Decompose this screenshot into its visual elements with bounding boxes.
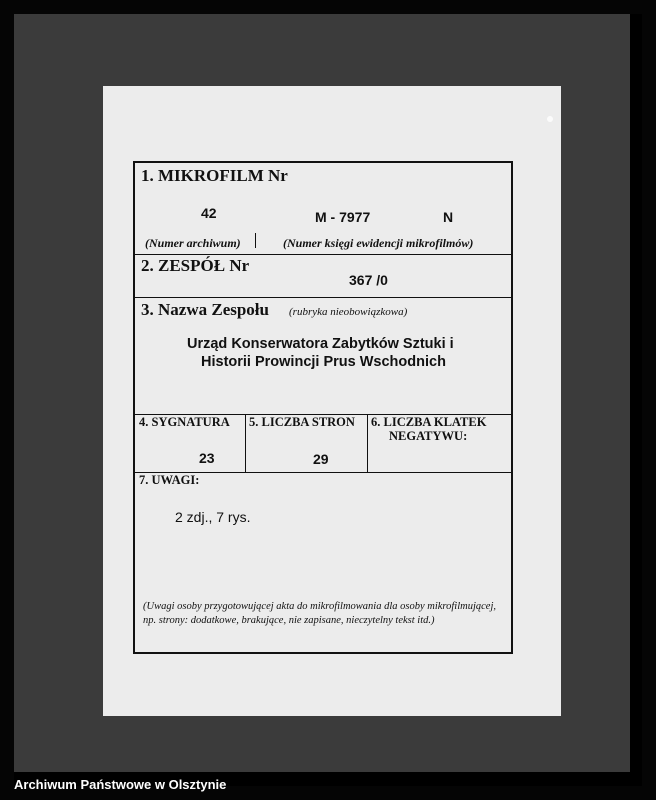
section4-title: 4. SYGNATURA bbox=[139, 415, 230, 429]
negative-type-letter: N bbox=[443, 209, 454, 225]
remarks-note-line2: np. strony: dodatkowe, brakujące, nie zapisane, nieczytelny tekst itd.) bbox=[143, 615, 435, 626]
archive-number: 42 bbox=[201, 205, 217, 221]
section-fonds-name bbox=[135, 298, 511, 415]
column-divider-1 bbox=[245, 415, 246, 472]
film-speck bbox=[547, 116, 553, 122]
section3-title: 3. Nazwa Zespołu bbox=[141, 300, 269, 319]
remarks-value: 2 zdj., 7 rys. bbox=[175, 509, 251, 525]
fonds-name-line1: Urząd Konserwatora Zabytków Sztuki i bbox=[187, 336, 454, 352]
remarks-note-line1: (Uwagi osoby przygotowującej akta do mikrofilmowania dla osoby mikrofilmującej, bbox=[143, 601, 496, 612]
section-signature-row bbox=[135, 415, 511, 473]
section-microfilm-number bbox=[135, 163, 511, 255]
archive-number-label: (Numer archiwum) bbox=[145, 236, 241, 250]
fonds-number: 367 /0 bbox=[349, 272, 388, 288]
section3-note: (rubryka nieobowiązkowa) bbox=[289, 306, 408, 318]
archive-footer: Archiwum Państwowe w Olsztynie bbox=[14, 777, 227, 792]
signature-value: 23 bbox=[199, 450, 215, 466]
section6-title-line1: 6. LICZBA KLATEK bbox=[371, 415, 487, 429]
section5-title: 5. LICZBA STRON bbox=[249, 415, 355, 429]
microfilm-number: M - 7977 bbox=[315, 209, 371, 225]
section-remarks bbox=[135, 473, 511, 654]
fonds-name-line2: Historii Prowincji Prus Wschodnich bbox=[201, 354, 446, 370]
microfilm-record-card bbox=[133, 161, 513, 654]
page-count-value: 29 bbox=[313, 451, 329, 467]
section1-title: 1. MIKROFILM Nr bbox=[141, 166, 288, 185]
column-divider-2 bbox=[367, 415, 368, 472]
register-number-label: (Numer księgi ewidencji mikrofilmów) bbox=[283, 236, 474, 250]
section6-title-line2: NEGATYWU: bbox=[389, 429, 468, 443]
label-divider bbox=[255, 233, 256, 248]
section7-title: 7. UWAGI: bbox=[139, 473, 200, 487]
section2-title: 2. ZESPÓŁ Nr bbox=[141, 256, 250, 275]
section-fonds-number bbox=[135, 255, 511, 298]
